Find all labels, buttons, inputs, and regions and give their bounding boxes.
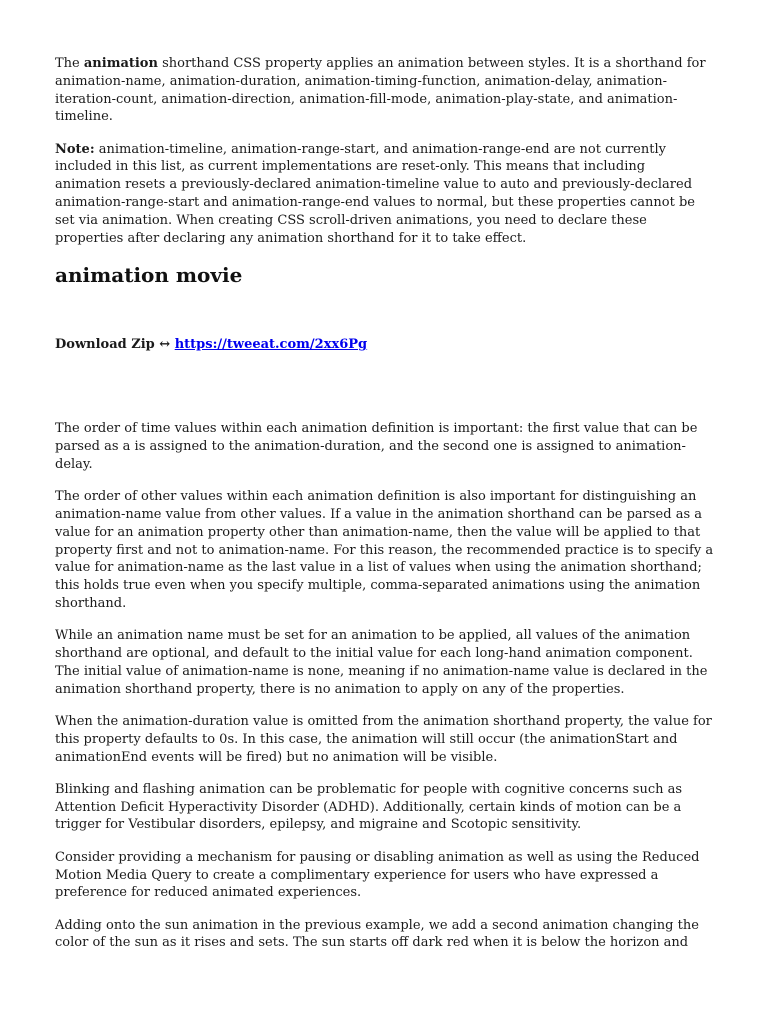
note-text: animation-timeline, animation-range-start, and animation-range-end are not currently included in this list, as current implementations are reset-only. This means that including animation resets a previously-declared animation-timeline value to auto and previously-declared animation-range-start and animation-range-end values to normal, but these properties cannot be set via animation. When creating CSS scroll-driven animations, you need to declare these properties after declaring any animation shorthand for it to take effect.	[55, 141, 695, 246]
body-paragraph-7: Adding onto the sun animation in the previous example, we add a second animation changing the color of the sun as it rises and sets. The sun starts off dark red when it is below the horizon and	[55, 917, 699, 951]
intro-bold-term: animation	[83, 56, 158, 71]
note-label: Note:	[55, 141, 95, 157]
body-paragraph-2: The order of other values within each animation definition is also important for distinguishing an animation-name value from other values. If a value in the animation shorthand can be parsed as a value for an animation property other than animation-name, then the value will be applied to that property first and not to animation-name. For this reason, the recommended practice is to specify a value for animation-name as the last value in a list of values when using the animation shorthand; this holds true even when you specify multiple, comma-separated animations using the animation shorthand.	[55, 489, 714, 611]
spacer	[55, 354, 715, 420]
download-link[interactable]: https://tweeat.com/2xx6Pg	[174, 337, 368, 353]
intro-paragraph	[55, 55, 715, 126]
note-paragraph	[55, 141, 715, 248]
download-label: Download Zip ↔	[55, 337, 175, 353]
document-page	[55, 55, 715, 967]
download-line	[55, 336, 715, 354]
intro-prefix: The	[55, 56, 84, 71]
body-paragraph-4: When the animation-duration value is omitted from the animation shorthand property, the value for this property defaults to 0s. In this case, the animation will still occur (the animationStart and animationEnd events will be fired) but no animation will be visible.	[55, 713, 712, 765]
intro-text: shorthand CSS property applies an animation between styles. It is a shorthand for animation-name, animation-duration, animation-timing-function, animation-delay, animation-iteration-count, animation-direction, animation-fill-mode, animation-play-state, and animation-timeline.	[55, 56, 706, 125]
body-paragraph-3: While an animation name must be set for an animation to be applied, all values of the animation shorthand are optional, and default to the initial value for each long-hand animation component. The initial value of animation-name is none, meaning if no animation-name value is declared in the animation shorthand property, there is no animation to apply on any of the properties.	[55, 628, 708, 697]
body-paragraph-5: Blinking and flashing animation can be problematic for people with cognitive concerns such as Attention Deficit Hyperactivity Disorder (ADHD). Additionally, certain kinds of motion can be a trigger for Vestibular disorders, epilepsy, and migraine and Scotopic sensitivity.	[55, 781, 683, 833]
body-paragraph-1: The order of time values within each animation definition is important: the first value that can be parsed as a is assigned to the animation-duration, and the second one is assigned to animation-delay.	[55, 421, 698, 472]
body-paragraph-6: Consider providing a mechanism for pausing or disabling animation as well as using the Reduced Motion Media Query to create a complimentary experience for users who have expressed a preference for reduced animated experiences.	[55, 849, 700, 901]
section-heading: animation movie	[55, 263, 243, 288]
